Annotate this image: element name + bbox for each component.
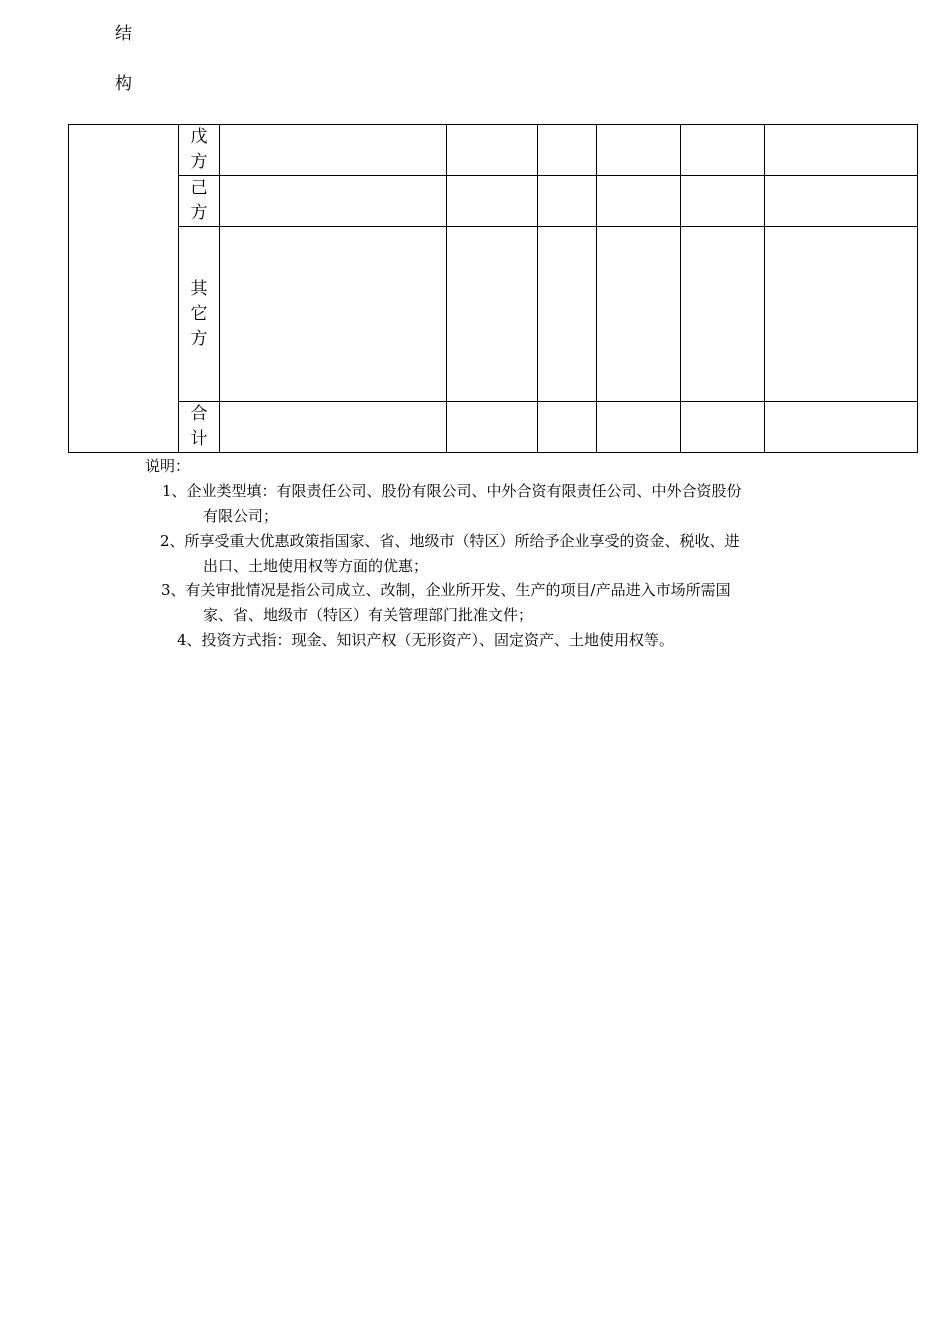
note-item-2: 2、所享受重大优惠政策指国家、省、地级市（特区）所给予企业享受的资金、税收、进 bbox=[160, 532, 740, 550]
notes-title: 说明： bbox=[145, 457, 191, 475]
table-cell[interactable] bbox=[765, 402, 918, 453]
note-item-3: 3、有关审批情况是指公司成立、改制，企业所开发、生产的项目/产品进入市场所需国 bbox=[161, 581, 731, 599]
table-cell[interactable] bbox=[220, 125, 447, 176]
table-cell[interactable] bbox=[538, 176, 597, 227]
note-item-4: 4、投资方式指：现金、知识产权（无形资产）、固定资产、土地使用权等。 bbox=[177, 631, 675, 649]
table-cell[interactable] bbox=[447, 402, 538, 453]
table-cell[interactable] bbox=[538, 125, 597, 176]
table-cell[interactable] bbox=[447, 227, 538, 402]
structure-group-cell bbox=[69, 23, 179, 453]
table-cell[interactable] bbox=[681, 176, 765, 227]
table-cell[interactable] bbox=[681, 227, 765, 402]
table-cell[interactable] bbox=[765, 125, 918, 176]
note-item-1: 1、企业类型填：有限责任公司、股份有限公司、中外合资有限责任公司、中外合资股份 bbox=[162, 482, 742, 500]
table-cell[interactable] bbox=[447, 125, 538, 176]
table-cell[interactable] bbox=[447, 176, 538, 227]
table-row bbox=[69, 176, 918, 227]
table-cell[interactable] bbox=[765, 176, 918, 227]
table-cell[interactable] bbox=[538, 227, 597, 402]
row-label-total: 合 计 bbox=[179, 402, 220, 453]
table-row bbox=[69, 227, 918, 402]
group-label-char: 结 bbox=[115, 23, 132, 44]
table-cell[interactable] bbox=[220, 176, 447, 227]
table-cell[interactable] bbox=[765, 227, 918, 402]
note-item-3-cont: 家、省、地级市（特区）有关管理部门批准文件； bbox=[203, 606, 534, 624]
table-cell[interactable] bbox=[538, 402, 597, 453]
table-cell[interactable] bbox=[681, 125, 765, 176]
structure-table bbox=[68, 23, 918, 453]
table-cell[interactable] bbox=[220, 227, 447, 402]
table-cell[interactable] bbox=[597, 176, 681, 227]
row-label-wu: 戊 方 bbox=[179, 125, 220, 176]
note-item-2-cont: 出口、土地使用权等方面的优惠； bbox=[203, 557, 429, 575]
table-cell[interactable] bbox=[597, 227, 681, 402]
table-cell[interactable] bbox=[597, 402, 681, 453]
note-item-1-cont: 有限公司； bbox=[203, 507, 279, 525]
table-cell[interactable] bbox=[681, 402, 765, 453]
table-cell[interactable] bbox=[220, 402, 447, 453]
group-label-char: 构 bbox=[115, 73, 132, 94]
table-row bbox=[69, 402, 918, 453]
table-row bbox=[69, 125, 918, 176]
row-label-ji: 己 方 bbox=[179, 176, 220, 227]
table-cell[interactable] bbox=[597, 125, 681, 176]
row-label-other: 其 它 方 bbox=[179, 227, 220, 402]
